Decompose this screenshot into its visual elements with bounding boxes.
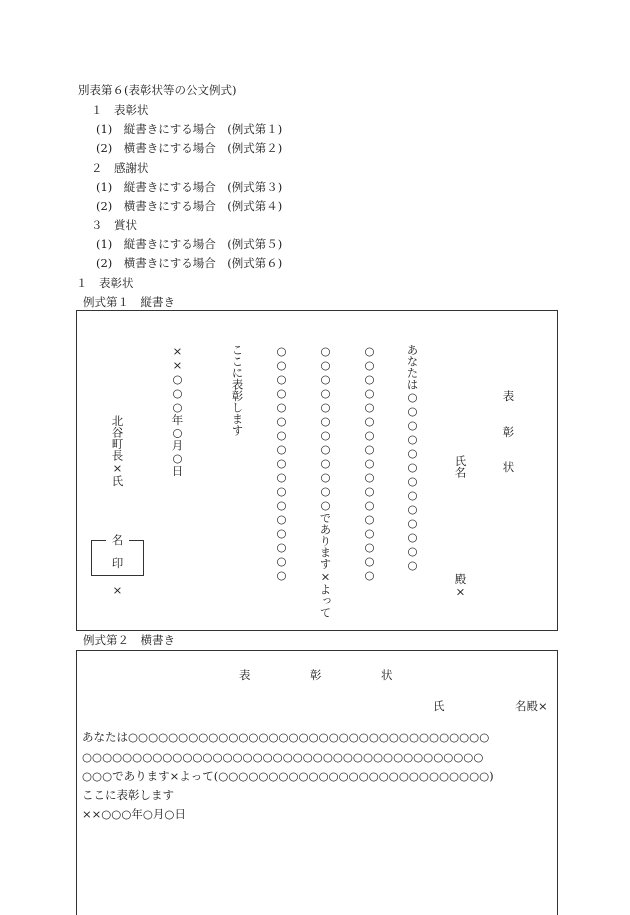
recipient-honorific: 殿× bbox=[453, 573, 468, 599]
list-item: (1) 縦書きにする場合 (例式第１) bbox=[96, 122, 283, 136]
body-column: あなたは○○○○○○○○○○○○○ bbox=[405, 344, 420, 572]
body-column: ここに表彰します bbox=[230, 344, 245, 436]
document-title: 別表第６(表彰状等の公文例式) bbox=[78, 83, 237, 97]
cross-mark: × bbox=[110, 583, 125, 597]
body-line: あなたは○○○○○○○○○○○○○○○○○○○○○○○○○○○○○○○○○○○○ bbox=[82, 730, 490, 744]
vertical-title-char: 状 bbox=[501, 461, 516, 473]
body-line: ここに表彰します bbox=[82, 788, 174, 802]
list-item: １ 表彰状 bbox=[91, 103, 149, 117]
horizontal-title-char: 状 bbox=[381, 668, 393, 682]
date-line: ××○○○年○月○日 bbox=[82, 807, 186, 821]
example2-label: 例式第２ 横書き bbox=[83, 633, 175, 647]
list-item: (2) 横書きにする場合 (例式第６) bbox=[96, 256, 283, 270]
vertical-certificate-frame bbox=[76, 310, 558, 631]
list-item: ２ 感謝状 bbox=[91, 161, 149, 175]
body-column: ○○○○○○○○○○○○○○○○○ bbox=[362, 344, 377, 582]
list-item: (1) 縦書きにする場合 (例式第５) bbox=[96, 237, 283, 251]
section-heading: １ 表彰状 bbox=[76, 276, 134, 290]
body-column: ○○○○○○○○○○○○○○○○○ bbox=[274, 344, 289, 582]
horizontal-title-char: 彰 bbox=[310, 668, 322, 682]
recipient-honorific: 名殿× bbox=[515, 699, 548, 713]
horizontal-title-char: 表 bbox=[239, 668, 251, 682]
seal-mark-char: 印 bbox=[110, 557, 125, 569]
list-item: (2) 横書きにする場合 (例式第４) bbox=[96, 199, 283, 213]
body-line: ○○○であります×よって(○○○○○○○○○○○○○○○○○○○○○○○○○○○) bbox=[82, 769, 494, 783]
body-line: ○○○○○○○○○○○○○○○○○○○○○○○○○○○○○○○○○○○○○○○○ bbox=[82, 750, 484, 764]
vertical-title-char: 表 bbox=[501, 390, 516, 402]
body-column: ○○○○○○○○○○○○であります×よって bbox=[318, 344, 333, 618]
recipient-name-label: 氏名 bbox=[453, 455, 468, 478]
date-column: ××○○○年○月○日 bbox=[170, 344, 185, 477]
seal-name-char: 名 bbox=[110, 534, 125, 546]
issuer-column: 北谷町長×氏 bbox=[110, 415, 125, 487]
list-item: (1) 縦書きにする場合 (例式第３) bbox=[96, 180, 283, 194]
vertical-title-char: 彰 bbox=[501, 426, 516, 438]
list-item: (2) 横書きにする場合 (例式第２) bbox=[96, 141, 283, 155]
example1-label: 例式第１ 縦書き bbox=[83, 295, 175, 309]
recipient-name-label: 氏 bbox=[433, 699, 445, 713]
list-item: ３ 賞状 bbox=[91, 218, 137, 232]
